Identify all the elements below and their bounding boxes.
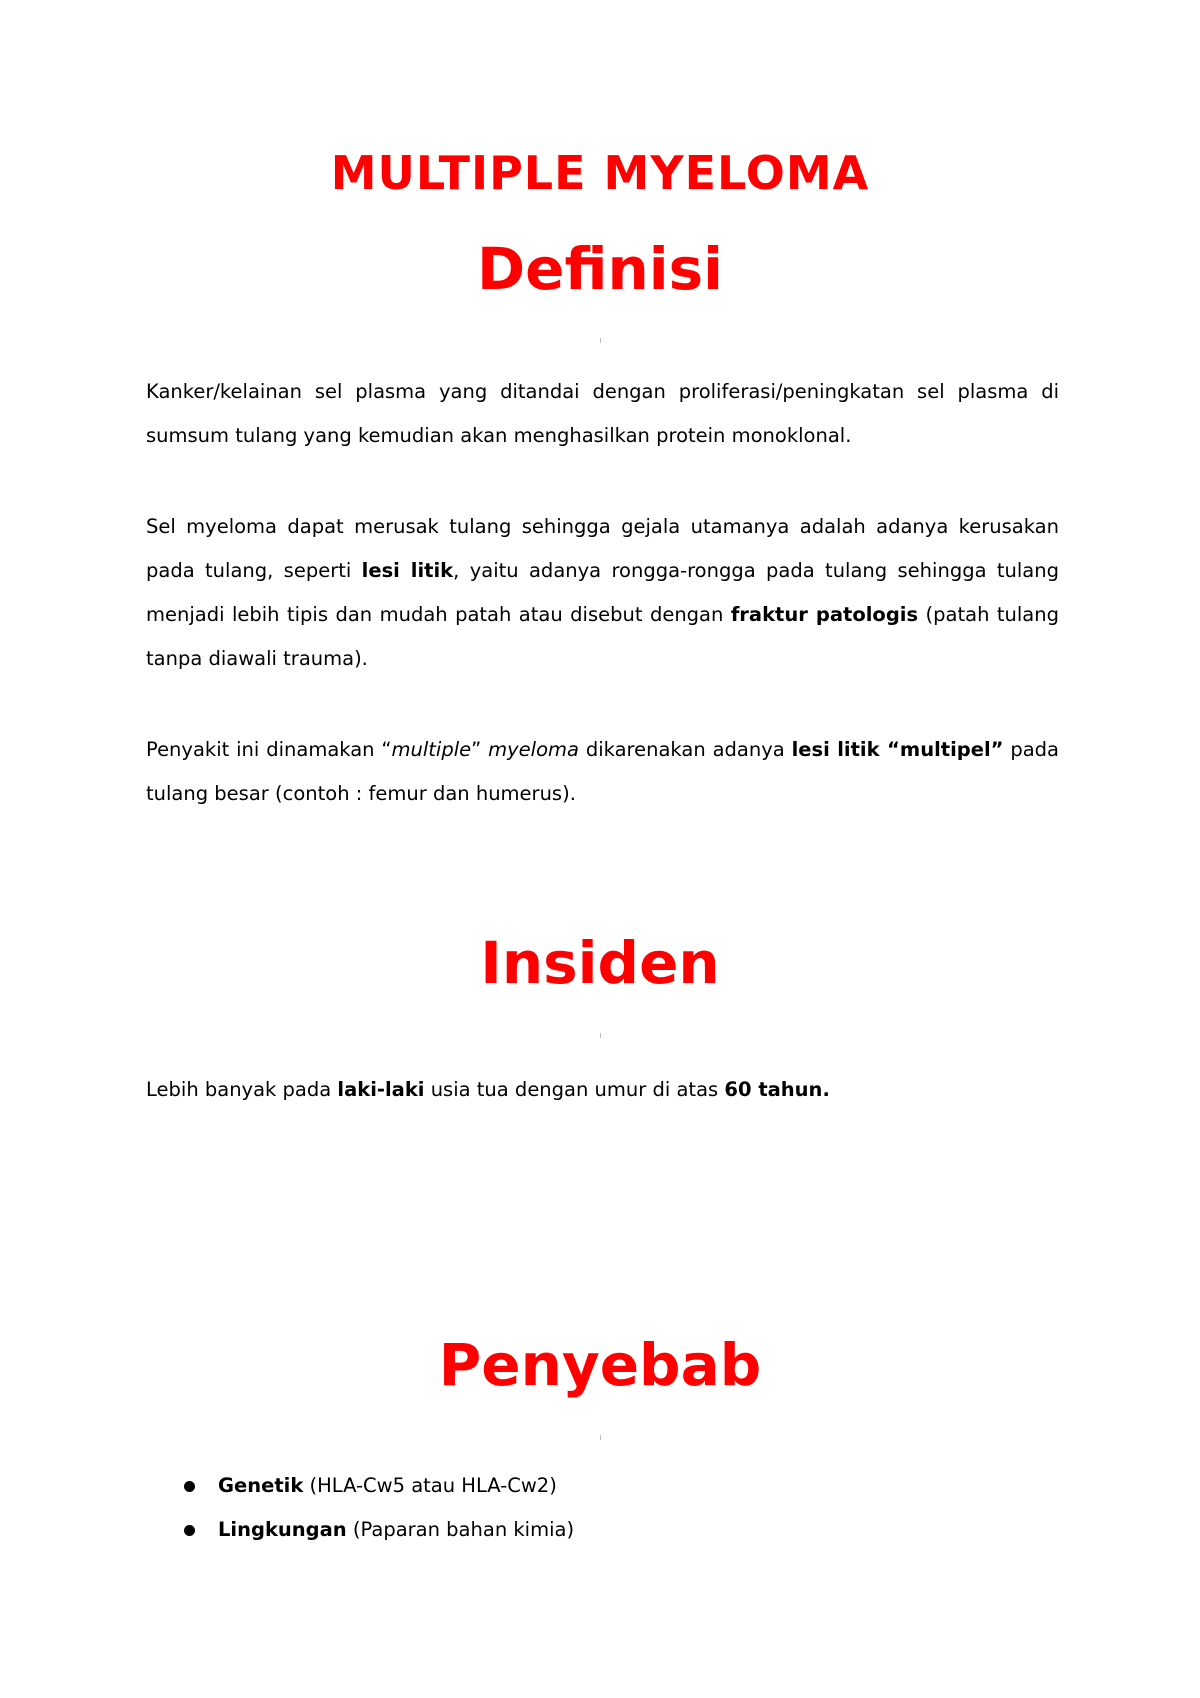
bold-term-laki-laki: laki-laki — [337, 1078, 425, 1101]
text-run: , yaitu adanya rongga-rongga pada tulang sehingga tulang menjadi lebih tipis dan mudah patah atau disebut dengan — [146, 559, 1059, 626]
tick-mark — [600, 1435, 601, 1440]
italic-term-multiple: multiple — [391, 738, 472, 761]
bullet-icon — [184, 1481, 195, 1492]
bullet-icon — [184, 1525, 195, 1536]
bold-term-60-tahun: 60 tahun. — [724, 1078, 830, 1101]
tick-mark — [600, 338, 601, 343]
section-heading-definisi: Definisi — [476, 235, 724, 303]
tick-mark — [600, 1033, 601, 1038]
text-run: pada tulang besar (contoh : femur dan humerus). — [146, 738, 1059, 805]
bold-term-fraktur-patologis: fraktur patologis — [730, 603, 919, 626]
list-item — [176, 1508, 574, 1552]
definisi-paragraph-2 — [146, 505, 1059, 681]
list-item — [176, 1464, 574, 1508]
italic-term-myeloma: myeloma — [488, 738, 579, 761]
document-title: MULTIPLE MYELOMA — [330, 146, 870, 200]
cause-detail: (Paparan bahan kimia) — [346, 1518, 575, 1541]
definisi-paragraph-1: Kanker/kelainan sel plasma yang ditandai dengan proliferasi/peningkatan sel plasma di sumsum tulang yang kemudian akan menghasilkan protein monoklonal. — [146, 380, 1059, 447]
insiden-paragraph — [146, 1068, 1059, 1112]
section-heading-insiden: Insiden — [480, 929, 720, 997]
text-run: usia tua dengan umur di atas — [424, 1078, 725, 1101]
text-run: Lebih banyak pada — [146, 1078, 338, 1101]
penyebab-list — [176, 1464, 574, 1552]
bold-term-lesi-litik-multipel: lesi litik “multipel” — [791, 738, 1004, 761]
definisi-paragraph-3 — [146, 728, 1059, 816]
text-run: Sel myeloma dapat merusak tulang sehingga gejala utamanya adalah adanya kerusakan pada tulang, seperti — [146, 515, 1059, 582]
text-run: dikarenakan adanya — [578, 738, 792, 761]
bold-term-lesi-litik: lesi litik — [361, 559, 454, 582]
section-heading-penyebab: Penyebab — [438, 1331, 762, 1399]
cause-label: Lingkungan — [218, 1518, 347, 1541]
text-run: ” — [471, 738, 489, 761]
text-run: Penyakit ini dinamakan “ — [146, 738, 392, 761]
text-run: (patah tulang tanpa diawali trauma). — [146, 603, 1059, 670]
cause-label: Genetik — [218, 1474, 304, 1497]
cause-detail: (HLA-Cw5 atau HLA-Cw2) — [303, 1474, 557, 1497]
